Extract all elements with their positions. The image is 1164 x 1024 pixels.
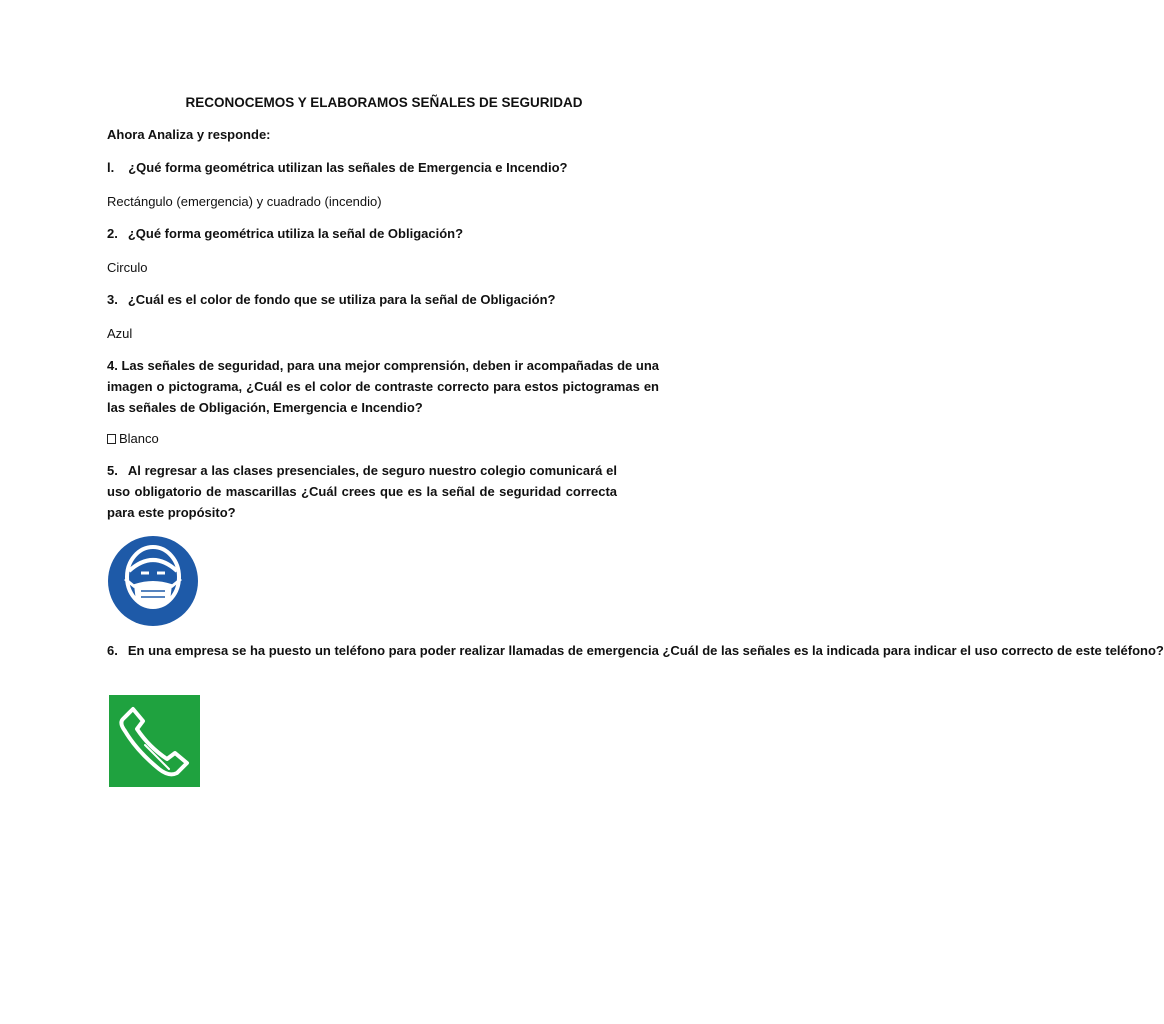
answer-3: Azul: [107, 326, 133, 341]
question-1: [107, 157, 568, 178]
answer-text: Blanco: [119, 431, 159, 446]
question-5: [107, 460, 617, 523]
question-2: [107, 223, 463, 244]
page-title: RECONOCEMOS Y ELABORAMOS SEÑALES DE SEGURIDAD: [185, 95, 583, 110]
mask-obligation-sign-icon: [107, 535, 199, 627]
question-text: ¿Qué forma geométrica utilizan las señales de Emergencia e Incendio?: [128, 160, 568, 175]
answer-1: Rectángulo (emergencia) y cuadrado (incendio): [107, 194, 382, 209]
question-text: Las señales de seguridad, para una mejor comprensión, deben ir acompañadas de una imagen o pictograma, ¿Cuál es el color de contraste correcto para estos pictogramas en las señales de Obligación, Emergencia e Incendio?: [107, 358, 659, 415]
question-number: 3.: [107, 292, 118, 307]
answer-2: Circulo: [107, 260, 148, 275]
question-number: 2.: [107, 226, 118, 241]
question-number: 6.: [107, 643, 118, 658]
question-text: Al regresar a las clases presenciales, de seguro nuestro colegio comunicará el uso obligatorio de mascarillas ¿Cuál crees que es la señal de seguridad correcta para este propósito?: [107, 463, 617, 520]
answer-4: [107, 428, 159, 449]
placeholder-box-icon: [107, 434, 116, 444]
emergency-phone-sign-icon: [109, 695, 200, 787]
question-6: [107, 640, 1164, 661]
question-number: l.: [107, 160, 115, 175]
intro-text: Ahora Analiza y responde:: [107, 127, 271, 142]
question-text: En una empresa se ha puesto un teléfono para poder realizar llamadas de emergencia ¿Cuál de las señales es la indicada para indicar el uso correcto de este teléfono?: [127, 643, 1164, 658]
question-text: ¿Qué forma geométrica utiliza la señal de Obligación?: [127, 226, 464, 241]
question-4: [107, 355, 659, 418]
question-3: [107, 289, 556, 310]
question-number: 5.: [107, 463, 118, 478]
question-number: 4.: [107, 358, 118, 373]
question-text: ¿Cuál es el color de fondo que se utiliza para la señal de Obligación?: [127, 292, 556, 307]
